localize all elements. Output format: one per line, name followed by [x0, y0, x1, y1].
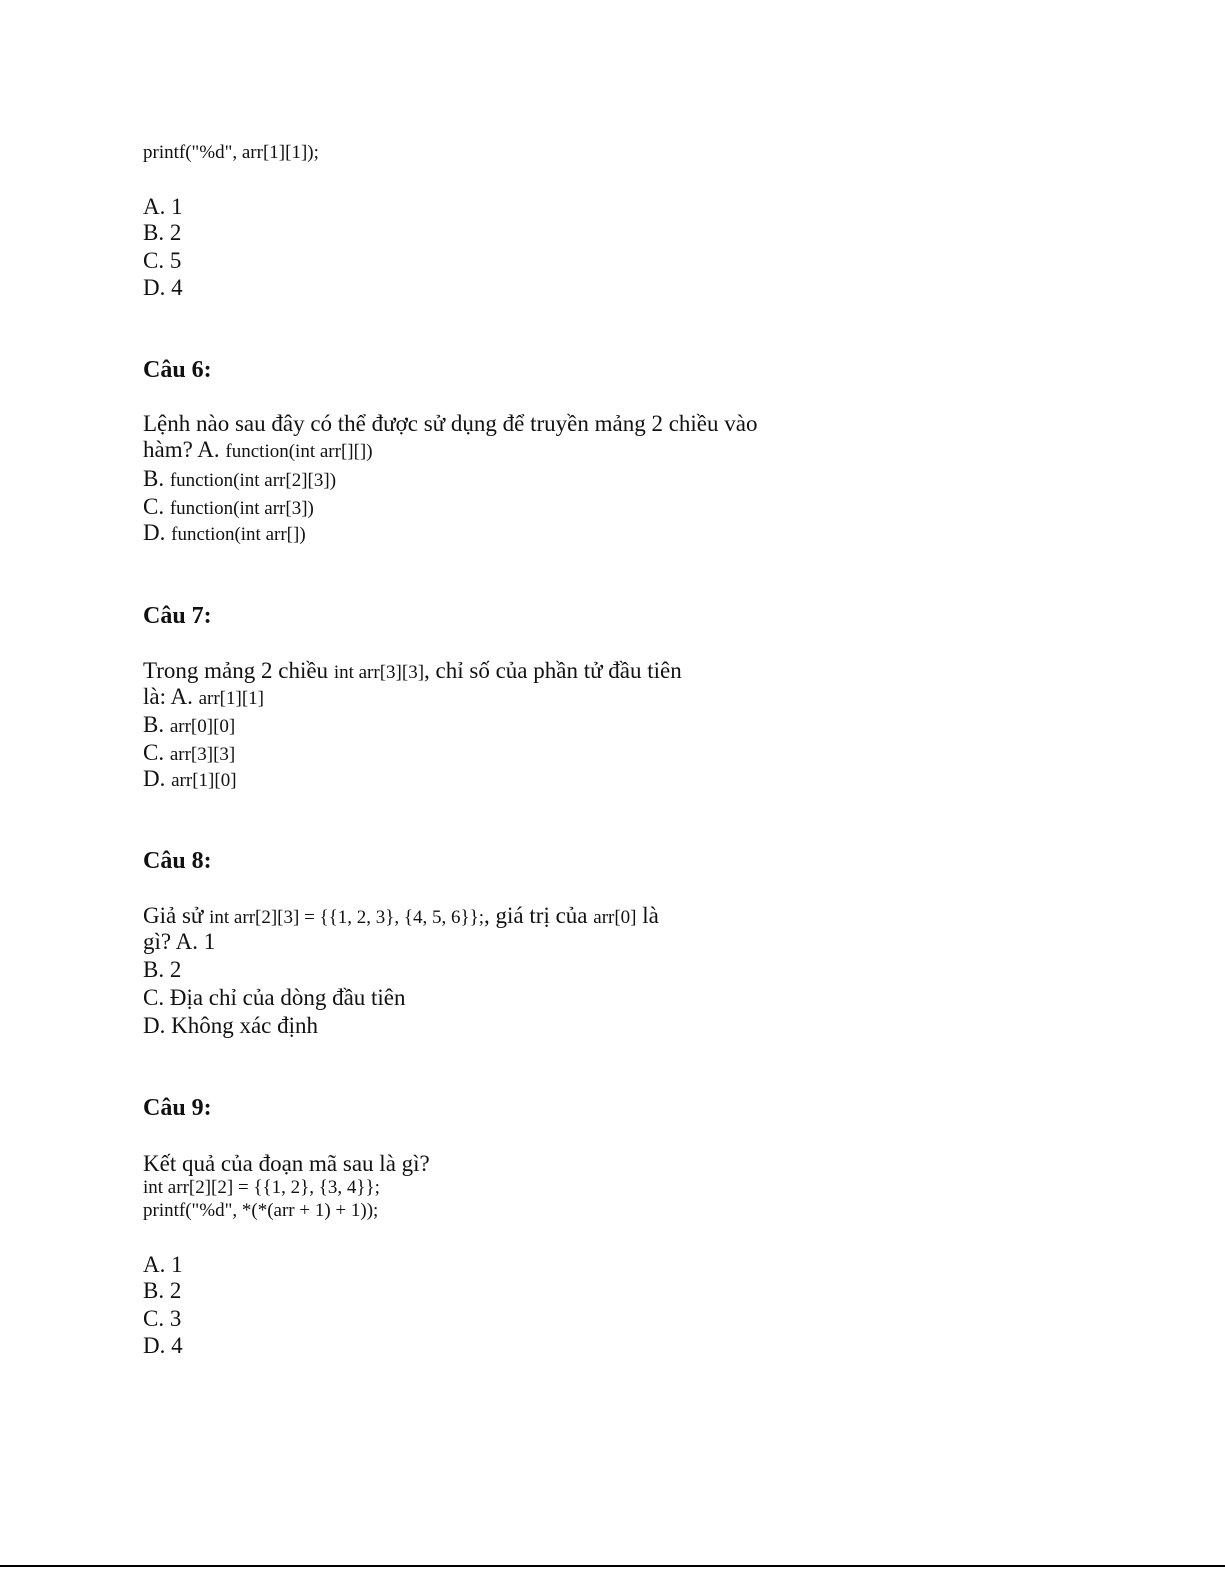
q6-option-b-code: function(int arr[2][3])	[169, 470, 337, 491]
q7-line2-prefix: là: A.	[143, 684, 199, 709]
q8-text-prefix: Giả sử	[143, 903, 210, 928]
q9-option-a: A. 1	[143, 1252, 183, 1277]
q5-option-d: D. 4	[143, 275, 183, 300]
q7-option-d-code: arr[1][0]	[171, 770, 237, 791]
q8-text-suffix: là	[636, 903, 659, 928]
q7-option-d-label: D.	[143, 766, 172, 791]
q7-heading: Câu 7:	[143, 603, 212, 629]
q6-line2-prefix: hàm? A.	[143, 437, 226, 462]
q5-option-a: A. 1	[143, 194, 183, 219]
q8-option-b: B. 2	[143, 957, 182, 982]
q8-text-mid: , giá trị của	[484, 903, 594, 928]
q8-question-line1	[143, 904, 659, 927]
q9-heading: Câu 9:	[143, 1095, 212, 1121]
q6-option-c-code: function(int arr[3])	[169, 498, 314, 519]
q6-question-line2	[143, 438, 373, 461]
q9-option-d: D. 4	[143, 1333, 183, 1358]
q5-option-b: B. 2	[143, 220, 182, 245]
q9-code-line1: int arr[2][2] = {{1, 2}, {3, 4}};	[143, 1177, 380, 1198]
q6-option-d	[143, 521, 306, 544]
q6-option-d-label: D.	[143, 520, 172, 545]
q8-text-code2: arr[0]	[593, 907, 637, 928]
q9-option-c: C. 3	[143, 1306, 182, 1331]
q7-text-code: int arr[3][3]	[333, 662, 425, 683]
q8-option-d: D. Không xác định	[143, 1013, 319, 1038]
q7-option-c-code: arr[3][3]	[169, 744, 236, 765]
q7-option-b-label: B.	[143, 712, 170, 737]
q6-option-a-code: function(int arr[][])	[225, 441, 373, 462]
q5-option-c: C. 5	[143, 248, 182, 273]
q9-code-line2: printf("%d", *(*(arr + 1) + 1));	[143, 1200, 379, 1221]
q6-question-line1: Lệnh nào sau đây có thể được sử dụng để truyền mảng 2 chiều vào	[143, 411, 758, 436]
q6-option-b	[143, 467, 336, 490]
q8-text-code: int arr[2][3] = {{1, 2, 3}, {4, 5, 6}};	[209, 907, 485, 928]
page-bottom-divider	[0, 1565, 1225, 1567]
q8-heading: Câu 8:	[143, 848, 212, 874]
q8-question-line2: gì? A. 1	[143, 929, 216, 954]
q6-option-b-label: B.	[143, 466, 170, 491]
q7-option-b-code: arr[0][0]	[169, 716, 236, 737]
q6-option-c-label: C.	[143, 494, 170, 519]
q6-option-c	[143, 495, 314, 518]
q8-option-c: C. Địa chỉ của dòng đầu tiên	[143, 985, 406, 1010]
q5-code-line: printf("%d", arr[1][1]);	[143, 142, 319, 163]
q7-option-b	[143, 713, 235, 736]
q7-text-suffix: , chỉ số của phần tử đầu tiên	[424, 658, 682, 683]
q9-question-text: Kết quả của đoạn mã sau là gì?	[143, 1151, 430, 1176]
q7-option-c	[143, 741, 235, 764]
q7-option-a-code: arr[1][1]	[198, 688, 264, 709]
q7-option-c-label: C.	[143, 740, 170, 765]
q7-question-line2	[143, 685, 264, 708]
q7-option-d	[143, 767, 237, 790]
q7-text-prefix: Trong mảng 2 chiều	[143, 658, 334, 683]
q9-option-b: B. 2	[143, 1278, 182, 1303]
q6-heading: Câu 6:	[143, 357, 212, 383]
q7-question-line1	[143, 659, 682, 682]
q6-option-d-code: function(int arr[])	[171, 524, 306, 545]
